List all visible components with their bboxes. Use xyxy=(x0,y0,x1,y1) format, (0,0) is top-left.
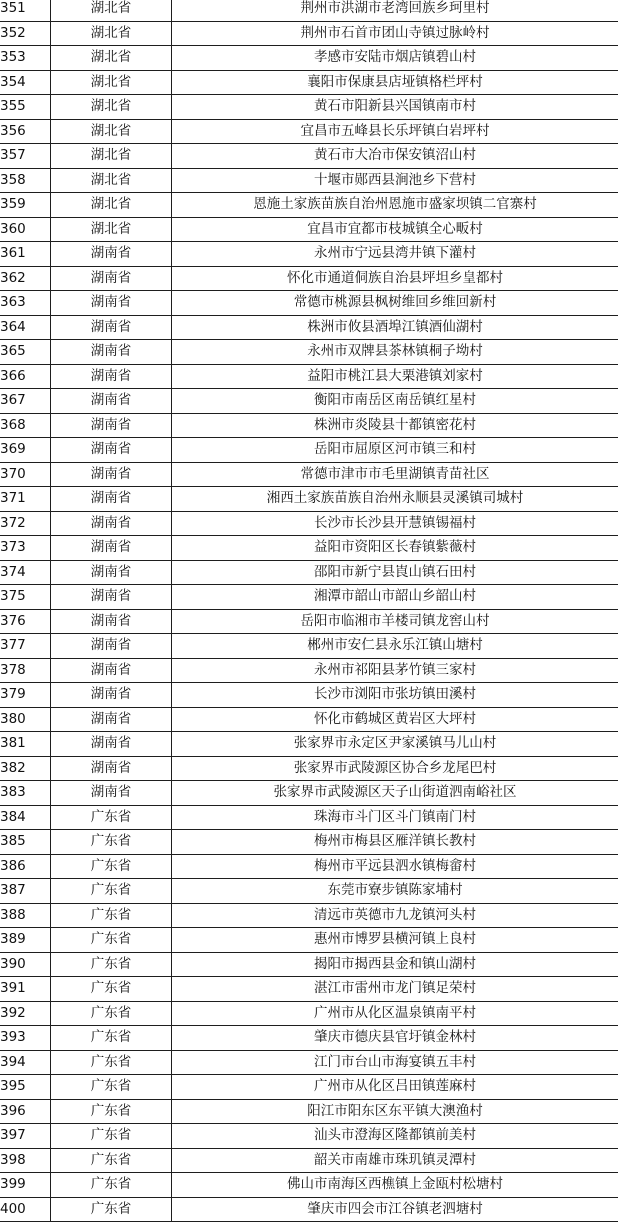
province-cell: 湖南省 xyxy=(51,658,172,683)
table-row xyxy=(0,1173,618,1198)
village-name-cell: 益阳市桃江县大栗港镇刘家村 xyxy=(172,364,618,389)
table-row xyxy=(0,511,618,536)
province-cell: 湖南省 xyxy=(51,536,172,561)
village-name-cell: 永州市祁阳县茅竹镇三家村 xyxy=(172,658,618,683)
row-number-cell: 384 xyxy=(0,805,51,830)
province-cell: 湖南省 xyxy=(51,389,172,414)
table-row xyxy=(0,46,618,71)
province-cell: 湖南省 xyxy=(51,781,172,806)
village-name-cell: 恩施土家族苗族自治州恩施市盛家坝镇二官寨村 xyxy=(172,193,618,218)
province-cell: 湖南省 xyxy=(51,462,172,487)
province-cell: 广东省 xyxy=(51,952,172,977)
village-name-cell: 常德市桃源县枫树维回乡维回新村 xyxy=(172,291,618,316)
village-name-cell: 黄石市大冶市保安镇沼山村 xyxy=(172,144,618,169)
row-number-cell: 353 xyxy=(0,46,51,71)
table-row xyxy=(0,389,618,414)
row-number-cell: 369 xyxy=(0,438,51,463)
table-row xyxy=(0,756,618,781)
row-number-cell: 366 xyxy=(0,364,51,389)
row-number-cell: 360 xyxy=(0,217,51,242)
row-number-cell: 378 xyxy=(0,658,51,683)
province-cell: 广东省 xyxy=(51,1148,172,1173)
village-name-cell: 湘潭市韶山市韶山乡韶山村 xyxy=(172,585,618,610)
province-cell: 湖北省 xyxy=(51,70,172,95)
village-name-cell: 江门市台山市海宴镇五丰村 xyxy=(172,1050,618,1075)
table-row xyxy=(0,928,618,953)
village-name-cell: 荆州市石首市团山寺镇过脉岭村 xyxy=(172,21,618,46)
province-cell: 广东省 xyxy=(51,1075,172,1100)
table-row xyxy=(0,315,618,340)
province-cell: 广东省 xyxy=(51,1050,172,1075)
table-row xyxy=(0,854,618,879)
table-row xyxy=(0,585,618,610)
table-row xyxy=(0,658,618,683)
row-number-cell: 364 xyxy=(0,315,51,340)
province-cell: 广东省 xyxy=(51,1173,172,1198)
row-number-cell: 375 xyxy=(0,585,51,610)
row-number-cell: 393 xyxy=(0,1026,51,1051)
province-cell: 广东省 xyxy=(51,1124,172,1149)
village-name-cell: 湘西土家族苗族自治州永顺县灵溪镇司城村 xyxy=(172,487,618,512)
table-row xyxy=(0,462,618,487)
village-name-cell: 珠海市斗门区斗门镇南门村 xyxy=(172,805,618,830)
table-row xyxy=(0,340,618,365)
table-row xyxy=(0,903,618,928)
province-cell: 湖南省 xyxy=(51,242,172,267)
table-row xyxy=(0,732,618,757)
village-name-cell: 梅州市梅县区雁洋镇长教村 xyxy=(172,830,618,855)
province-cell: 湖南省 xyxy=(51,291,172,316)
table-row xyxy=(0,144,618,169)
table-row xyxy=(0,1124,618,1149)
row-number-cell: 371 xyxy=(0,487,51,512)
row-number-cell: 367 xyxy=(0,389,51,414)
table-row xyxy=(0,193,618,218)
village-name-cell: 佛山市南海区西樵镇上金瓯村松塘村 xyxy=(172,1173,618,1198)
province-cell: 湖北省 xyxy=(51,193,172,218)
village-name-cell: 张家界市武陵源区天子山街道泗南峪社区 xyxy=(172,781,618,806)
province-cell: 广东省 xyxy=(51,977,172,1002)
province-cell: 湖北省 xyxy=(51,21,172,46)
village-name-cell: 黄石市阳新县兴国镇南市村 xyxy=(172,95,618,120)
table-row xyxy=(0,879,618,904)
row-number-cell: 391 xyxy=(0,977,51,1002)
province-cell: 广东省 xyxy=(51,1001,172,1026)
province-cell: 湖南省 xyxy=(51,340,172,365)
row-number-cell: 376 xyxy=(0,609,51,634)
row-number-cell: 398 xyxy=(0,1148,51,1173)
table-row xyxy=(0,1001,618,1026)
row-number-cell: 351 xyxy=(0,0,51,21)
village-name-cell: 宜昌市五峰县长乐坪镇白岩坪村 xyxy=(172,119,618,144)
table-row xyxy=(0,683,618,708)
province-cell: 广东省 xyxy=(51,1197,172,1222)
village-name-cell: 广州市从化区温泉镇南平村 xyxy=(172,1001,618,1026)
village-name-cell: 湛江市雷州市龙门镇足荣村 xyxy=(172,977,618,1002)
province-cell: 湖南省 xyxy=(51,364,172,389)
table-row xyxy=(0,438,618,463)
village-name-cell: 株洲市炎陵县十都镇密花村 xyxy=(172,413,618,438)
village-name-cell: 邵阳市新宁县崀山镇石田村 xyxy=(172,560,618,585)
table-row xyxy=(0,560,618,585)
row-number-cell: 374 xyxy=(0,560,51,585)
province-cell: 湖北省 xyxy=(51,95,172,120)
row-number-cell: 399 xyxy=(0,1173,51,1198)
province-cell: 广东省 xyxy=(51,830,172,855)
table-row xyxy=(0,70,618,95)
village-name-cell: 岳阳市屈原区河市镇三和村 xyxy=(172,438,618,463)
row-number-cell: 352 xyxy=(0,21,51,46)
table-row xyxy=(0,21,618,46)
table-row xyxy=(0,805,618,830)
province-cell: 湖南省 xyxy=(51,585,172,610)
province-cell: 湖南省 xyxy=(51,634,172,659)
row-number-cell: 372 xyxy=(0,511,51,536)
row-number-cell: 365 xyxy=(0,340,51,365)
table-row xyxy=(0,1050,618,1075)
row-number-cell: 381 xyxy=(0,732,51,757)
village-name-cell: 怀化市鹤城区黄岩区大坪村 xyxy=(172,707,618,732)
row-number-cell: 395 xyxy=(0,1075,51,1100)
row-number-cell: 355 xyxy=(0,95,51,120)
village-name-cell: 岳阳市临湘市羊楼司镇龙窖山村 xyxy=(172,609,618,634)
row-number-cell: 394 xyxy=(0,1050,51,1075)
table-row xyxy=(0,536,618,561)
table-row xyxy=(0,952,618,977)
village-name-cell: 梅州市平远县泗水镇梅畲村 xyxy=(172,854,618,879)
province-cell: 湖南省 xyxy=(51,609,172,634)
row-number-cell: 383 xyxy=(0,781,51,806)
village-name-cell: 张家界市武陵源区协合乡龙尾巴村 xyxy=(172,756,618,781)
village-name-cell: 荆州市洪湖市老湾回族乡珂里村 xyxy=(172,0,618,21)
row-number-cell: 392 xyxy=(0,1001,51,1026)
table-row xyxy=(0,1026,618,1051)
row-number-cell: 362 xyxy=(0,266,51,291)
row-number-cell: 359 xyxy=(0,193,51,218)
table-row xyxy=(0,1075,618,1100)
row-number-cell: 397 xyxy=(0,1124,51,1149)
table-row xyxy=(0,977,618,1002)
row-number-cell: 368 xyxy=(0,413,51,438)
row-number-cell: 396 xyxy=(0,1099,51,1124)
table-row xyxy=(0,1148,618,1173)
row-number-cell: 382 xyxy=(0,756,51,781)
table-row xyxy=(0,217,618,242)
province-cell: 湖北省 xyxy=(51,119,172,144)
province-cell: 湖南省 xyxy=(51,413,172,438)
province-cell: 湖南省 xyxy=(51,756,172,781)
province-cell: 湖北省 xyxy=(51,144,172,169)
province-cell: 广东省 xyxy=(51,854,172,879)
village-name-cell: 肇庆市四会市江谷镇老泗塘村 xyxy=(172,1197,618,1222)
province-cell: 湖北省 xyxy=(51,217,172,242)
table-row xyxy=(0,291,618,316)
table-row xyxy=(0,609,618,634)
province-cell: 湖北省 xyxy=(51,46,172,71)
village-name-cell: 揭阳市揭西县金和镇山湖村 xyxy=(172,952,618,977)
province-cell: 湖南省 xyxy=(51,438,172,463)
table-row xyxy=(0,168,618,193)
village-name-cell: 益阳市资阳区长春镇紫薇村 xyxy=(172,536,618,561)
table-row xyxy=(0,707,618,732)
village-name-cell: 张家界市永定区尹家溪镇马儿山村 xyxy=(172,732,618,757)
village-name-cell: 长沙市浏阳市张坊镇田溪村 xyxy=(172,683,618,708)
village-name-cell: 永州市宁远县湾井镇下灌村 xyxy=(172,242,618,267)
row-number-cell: 354 xyxy=(0,70,51,95)
row-number-cell: 379 xyxy=(0,683,51,708)
village-name-cell: 怀化市通道侗族自治县坪坦乡皇都村 xyxy=(172,266,618,291)
province-cell: 广东省 xyxy=(51,1099,172,1124)
village-name-cell: 惠州市博罗县横河镇上良村 xyxy=(172,928,618,953)
province-cell: 广东省 xyxy=(51,903,172,928)
row-number-cell: 361 xyxy=(0,242,51,267)
table-row xyxy=(0,242,618,267)
village-name-cell: 清远市英德市九龙镇河头村 xyxy=(172,903,618,928)
village-name-cell: 汕头市澄海区隆都镇前美村 xyxy=(172,1124,618,1149)
province-cell: 湖南省 xyxy=(51,315,172,340)
village-name-cell: 衡阳市南岳区南岳镇红星村 xyxy=(172,389,618,414)
village-name-cell: 郴州市安仁县永乐江镇山塘村 xyxy=(172,634,618,659)
row-number-cell: 389 xyxy=(0,928,51,953)
row-number-cell: 358 xyxy=(0,168,51,193)
village-name-cell: 宜昌市宜都市枝城镇全心畈村 xyxy=(172,217,618,242)
table-row xyxy=(0,0,618,21)
province-cell: 湖南省 xyxy=(51,560,172,585)
table-row xyxy=(0,119,618,144)
province-cell: 湖南省 xyxy=(51,707,172,732)
table-row xyxy=(0,1099,618,1124)
village-name-cell: 东莞市寮步镇陈家埔村 xyxy=(172,879,618,904)
village-name-cell: 肇庆市德庆县官圩镇金林村 xyxy=(172,1026,618,1051)
row-number-cell: 377 xyxy=(0,634,51,659)
row-number-cell: 370 xyxy=(0,462,51,487)
table-row xyxy=(0,364,618,389)
village-name-cell: 韶关市南雄市珠玑镇灵潭村 xyxy=(172,1148,618,1173)
row-number-cell: 387 xyxy=(0,879,51,904)
province-cell: 广东省 xyxy=(51,1026,172,1051)
province-cell: 广东省 xyxy=(51,928,172,953)
village-name-cell: 孝感市安陆市烟店镇碧山村 xyxy=(172,46,618,71)
village-name-cell: 十堰市郧西县涧池乡下营村 xyxy=(172,168,618,193)
village-name-cell: 株洲市攸县酒埠江镇酒仙湖村 xyxy=(172,315,618,340)
province-cell: 湖北省 xyxy=(51,0,172,21)
row-number-cell: 357 xyxy=(0,144,51,169)
table-row xyxy=(0,487,618,512)
table-row xyxy=(0,781,618,806)
row-number-cell: 388 xyxy=(0,903,51,928)
village-name-cell: 常德市津市市毛里湖镇青苗社区 xyxy=(172,462,618,487)
province-cell: 湖南省 xyxy=(51,511,172,536)
row-number-cell: 356 xyxy=(0,119,51,144)
row-number-cell: 386 xyxy=(0,854,51,879)
village-name-cell: 阳江市阳东区东平镇大澳渔村 xyxy=(172,1099,618,1124)
table-row xyxy=(0,634,618,659)
province-cell: 湖南省 xyxy=(51,683,172,708)
province-cell: 湖北省 xyxy=(51,168,172,193)
village-name-cell: 永州市双牌县茶林镇桐子坳村 xyxy=(172,340,618,365)
row-number-cell: 363 xyxy=(0,291,51,316)
province-cell: 湖南省 xyxy=(51,266,172,291)
table-row xyxy=(0,95,618,120)
table-row xyxy=(0,830,618,855)
row-number-cell: 390 xyxy=(0,952,51,977)
village-name-cell: 襄阳市保康县店垭镇格栏坪村 xyxy=(172,70,618,95)
village-name-cell: 长沙市长沙县开慧镇锡福村 xyxy=(172,511,618,536)
row-number-cell: 400 xyxy=(0,1197,51,1222)
province-cell: 广东省 xyxy=(51,805,172,830)
village-name-cell: 广州市从化区吕田镇莲麻村 xyxy=(172,1075,618,1100)
row-number-cell: 385 xyxy=(0,830,51,855)
province-cell: 广东省 xyxy=(51,879,172,904)
table-row xyxy=(0,266,618,291)
province-cell: 湖南省 xyxy=(51,732,172,757)
row-number-cell: 380 xyxy=(0,707,51,732)
table-row xyxy=(0,413,618,438)
row-number-cell: 373 xyxy=(0,536,51,561)
province-cell: 湖南省 xyxy=(51,487,172,512)
table-row xyxy=(0,1197,618,1222)
